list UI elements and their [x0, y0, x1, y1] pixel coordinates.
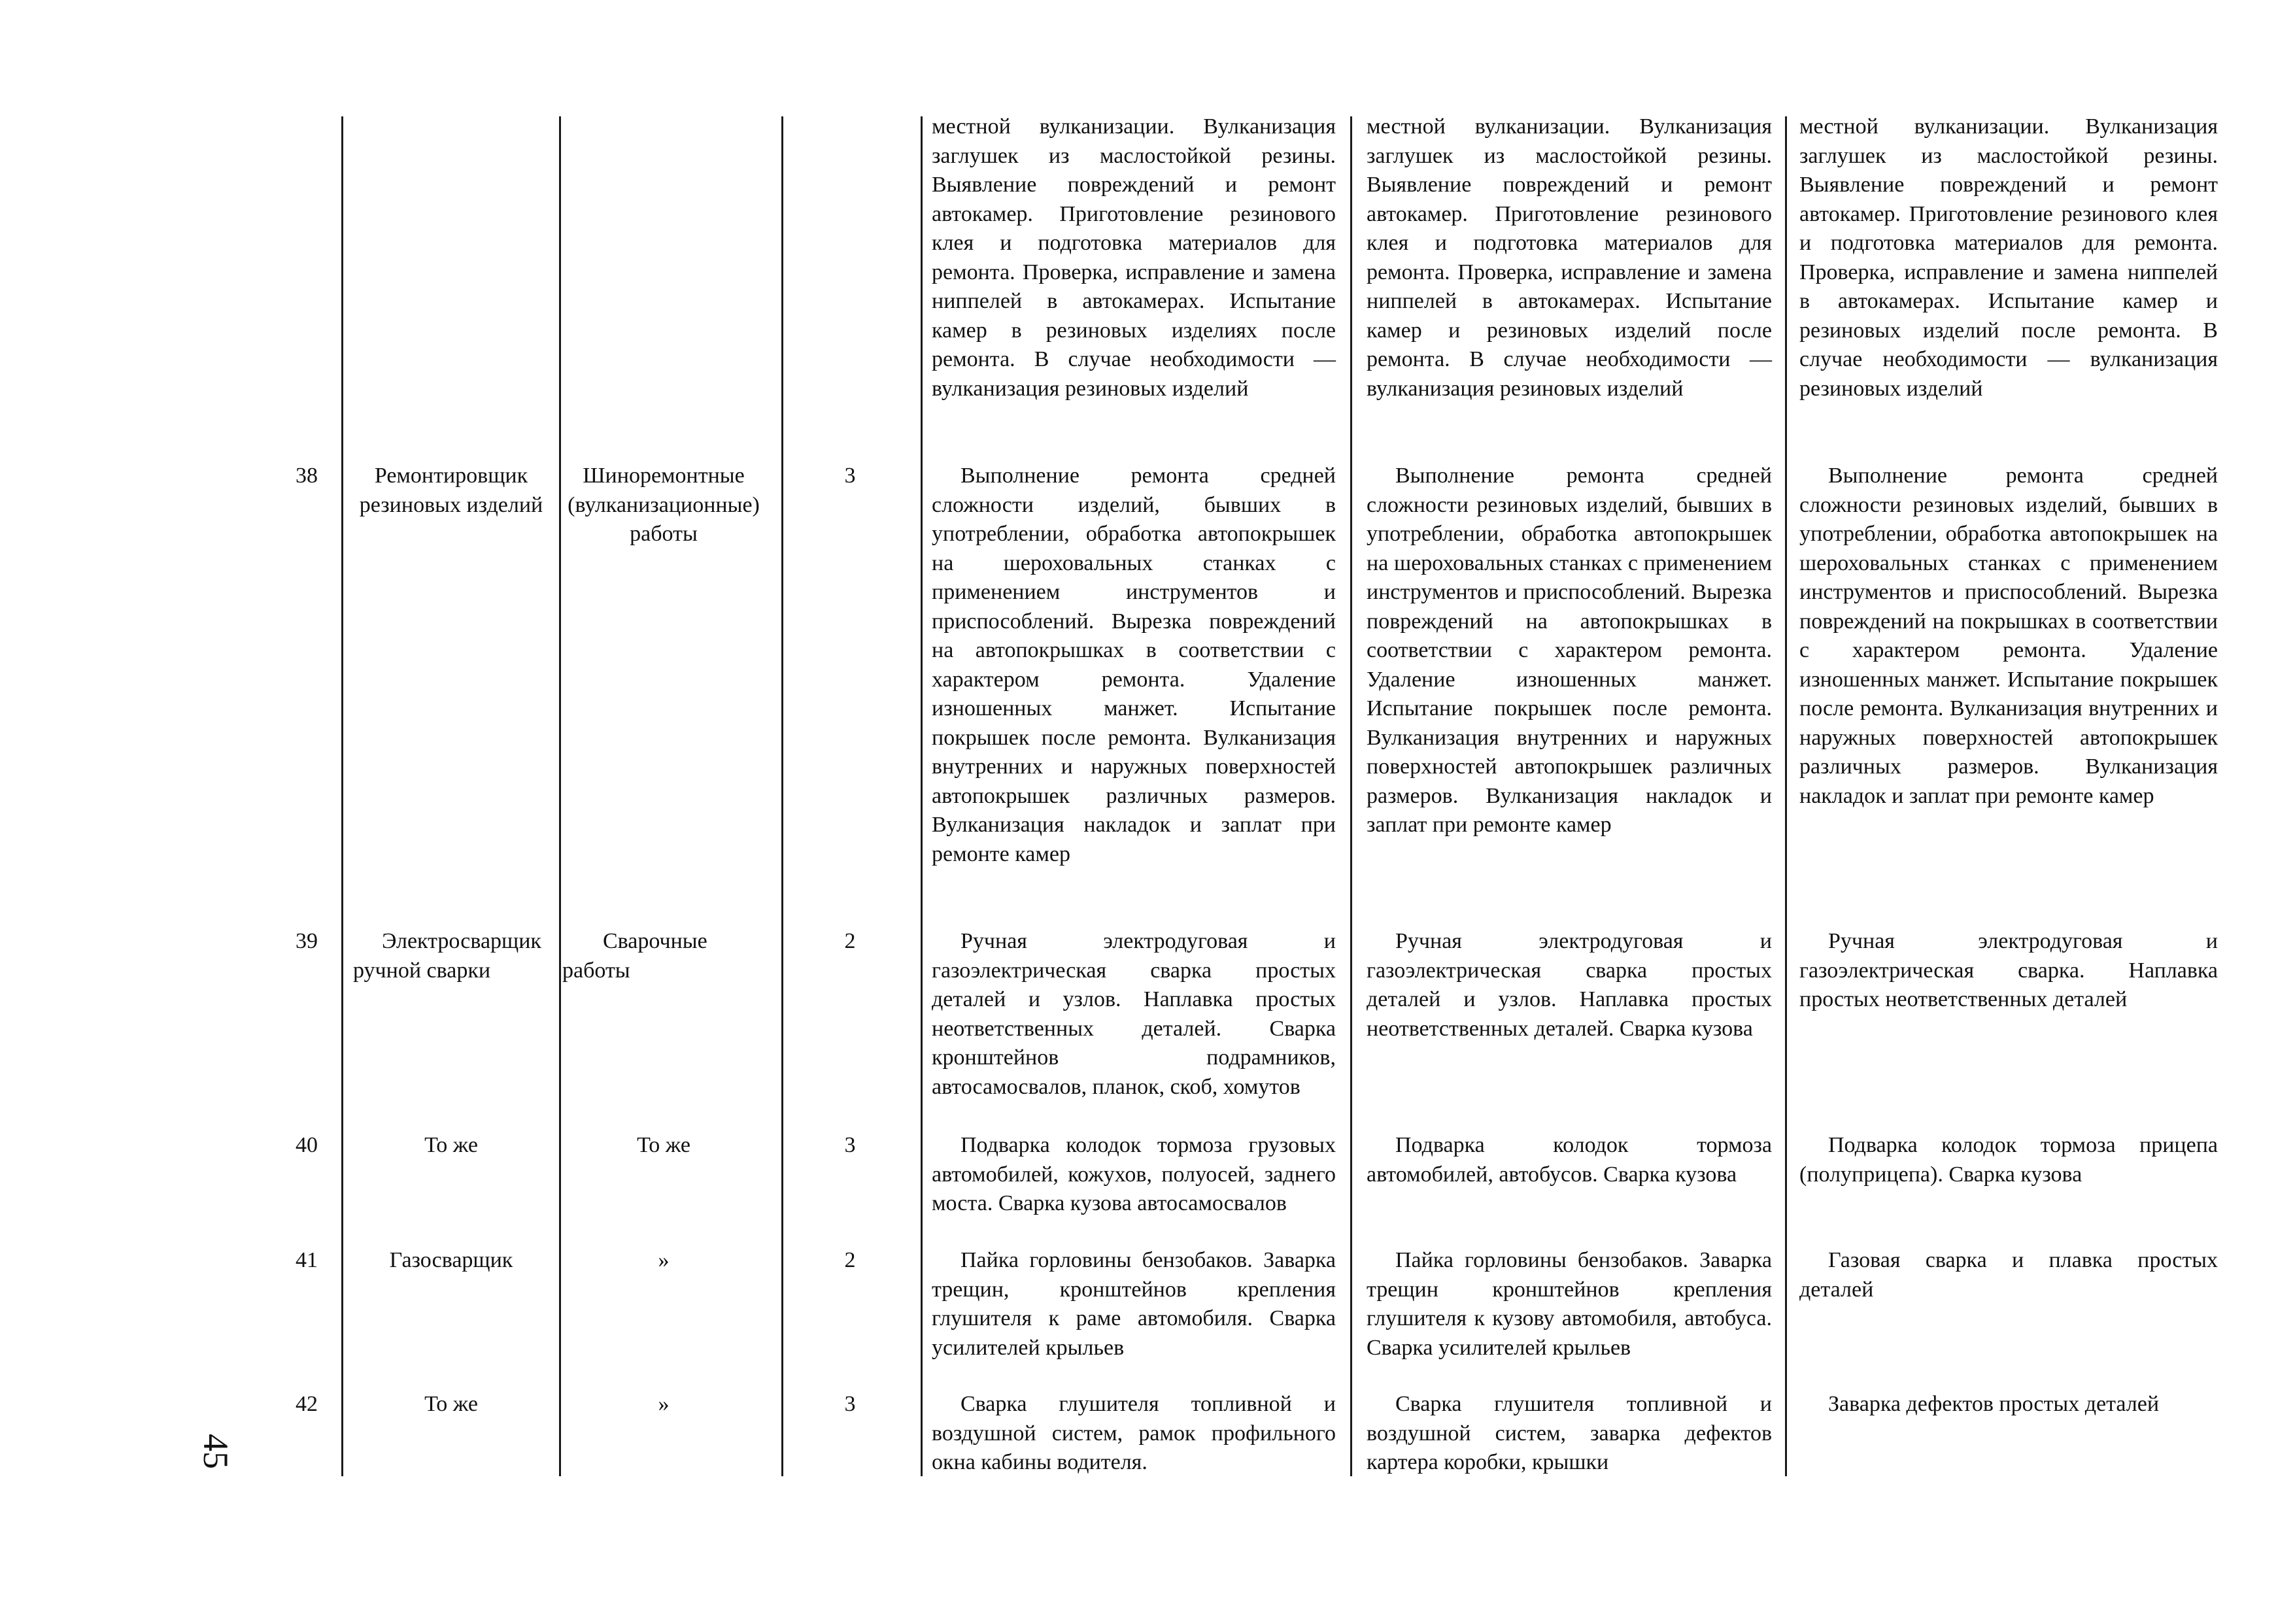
work-type: Шиноремонтные (вулканизационные) работы — [568, 464, 760, 546]
grade: 2 — [844, 929, 856, 953]
table-rule-grade — [921, 116, 923, 1476]
description-col1: Подварка колодок тормоза грузовых автомобилей, кожухов, полуосей, заднего моста. Сварка кузова автосамосвалов — [932, 1133, 1336, 1215]
grade: 2 — [844, 1248, 856, 1272]
profession-name: Ремонтировщик резиновых изделий — [359, 464, 543, 517]
profession-name: То же — [424, 1392, 478, 1416]
table-rule-desc2 — [1785, 116, 1787, 1476]
table-rule-profession — [559, 116, 561, 1476]
row-number: 39 — [296, 929, 318, 953]
row-number: 41 — [296, 1248, 318, 1272]
description-col1: местной вулканизации. Вулканизация заглушек из маслостойкой резины. Выявление повреждений и ремонт автокамер. Приготовление резинового клея и подготовка материалов для ремонта. Проверка, исправление и замена ниппелей в автокамерах. Испытание камер в резиновых изделиях после ремонта. В случае необходимости — вулканизация резиновых изделий — [932, 114, 1336, 401]
description-col3: местной вулканизации. Вулканизация заглушек из маслостойкой резины. Выявление повреждений и ремонт автокамер. Приготовление резинового клея и подготовка материалов для ремонта. Проверка, исправление и замена ниппелей в автокамерах. Испытание камер и резиновых изделий после ремонта. В случае необходимости — вулканизация резиновых изделий — [1799, 114, 2218, 401]
profession-name: Электросварщик ручной сварки — [353, 929, 541, 983]
grade: 3 — [844, 1133, 856, 1157]
grade: 3 — [844, 1392, 856, 1416]
description-col2: Сварка глушителя топливной и воздушной систем, заварка дефектов картера коробки, крышки — [1367, 1392, 1772, 1474]
description-col2: Выполнение ремонта средней сложности резиновых изделий, бывших в употреблении, обработка автопокрышек на шероховальных станках с применением инструментов и приспособлений. Вырезка повреждений на автопокрышках в соответствии с характером ремонта. Удаление изношенных манжет. Испытание покрышек после ремонта. Вулканизация внутренних и наружных поверхностей автопокрышек различных размеров. Вулканизация накладок и заплат при ремонте камер — [1367, 464, 1772, 837]
profession-name: То же — [424, 1133, 478, 1157]
row-number: 42 — [296, 1392, 318, 1416]
table-rule-left — [341, 116, 343, 1476]
description-col2: Подварка колодок тормоза автомобилей, автобусов. Сварка кузова — [1367, 1133, 1772, 1187]
description-col2: Пайка горловины бензобаков. Заварка трещин кронштейнов крепления глушителя к кузову автомобиля, автобуса. Сварка усилителей крыльев — [1367, 1248, 1772, 1360]
work-type: То же — [637, 1133, 690, 1157]
description-col2: Ручная электродуговая и газоэлектрическая сварка простых деталей и узлов. Наплавка простых неответственных деталей. Сварка кузова — [1367, 929, 1772, 1041]
work-type: » — [658, 1248, 670, 1272]
description-col3: Заварка дефектов простых деталей — [1828, 1392, 2160, 1416]
description-col3: Газовая сварка и плавка простых деталей — [1799, 1248, 2218, 1302]
work-type: » — [658, 1392, 670, 1416]
work-type: Сварочные работы — [562, 929, 707, 983]
description-col3: Подварка колодок тормоза прицепа (полуприцепа). Сварка кузова — [1799, 1133, 2218, 1187]
description-col1: Ручная электродуговая и газоэлектрическая сварка простых деталей и узлов. Наплавка простых неответственных деталей. Сварка кронштейнов подрамников, автосамосвалов, планок, скоб, хомутов — [932, 929, 1336, 1099]
page-number: 45 — [196, 1434, 235, 1469]
profession-name: Газосварщик — [389, 1248, 513, 1272]
description-col1: Выполнение ремонта средней сложности изделий, бывших в употреблении, обработка автопокрышек на шероховальных станках с применением инструментов и приспособлений. Вырезка повреждений на автопокрышках в соответствии с характером ремонта. Удаление изношенных манжет. Испытание покрышек после ремонта. Вулканизация внутренних и наружных поверхностей автопокрышек различных размеров. Вулканизация накладок и заплат при ремонте камер — [932, 464, 1336, 866]
grade: 3 — [844, 464, 856, 488]
description-col3: Выполнение ремонта средней сложности резиновых изделий, бывших в употреблении, обработка автопокрышек на шероховальных станках с применением инструментов и приспособлений. Вырезка повреждений на покрышках в соответствии с характером ремонта. Удаление изношенных манжет. Испытание покрышек после ремонта. Вулканизация внутренних и наружных поверхностей автопокрышек различных размеров. Вулканизация накладок и заплат при ремонте камер — [1799, 464, 2218, 808]
table-rule-desc1 — [1350, 116, 1352, 1476]
row-number: 38 — [296, 464, 318, 488]
description-col1: Сварка глушителя топливной и воздушной систем, рамок профильного окна кабины водителя. — [932, 1392, 1336, 1474]
description-col1: Пайка горловины бензобаков. Заварка трещин, кронштейнов крепления глушителя к раме автомобиля. Сварка усилителей крыльев — [932, 1248, 1336, 1360]
row-number: 40 — [296, 1133, 318, 1157]
table-rule-work-type — [781, 116, 783, 1476]
description-col3: Ручная электродуговая и газоэлектрическая сварка. Наплавка простых неответственных деталей — [1799, 929, 2218, 1011]
description-col2: местной вулканизации. Вулканизация заглушек из маслостойкой резины. Выявление повреждений и ремонт автокамер. Приготовление резинового клея и подготовка материалов для ремонта. Проверка, исправление и замена ниппелей в автокамерах. Испытание камер и резиновых изделий после ремонта. В случае необходимости — вулканизация резиновых изделий — [1367, 114, 1772, 401]
